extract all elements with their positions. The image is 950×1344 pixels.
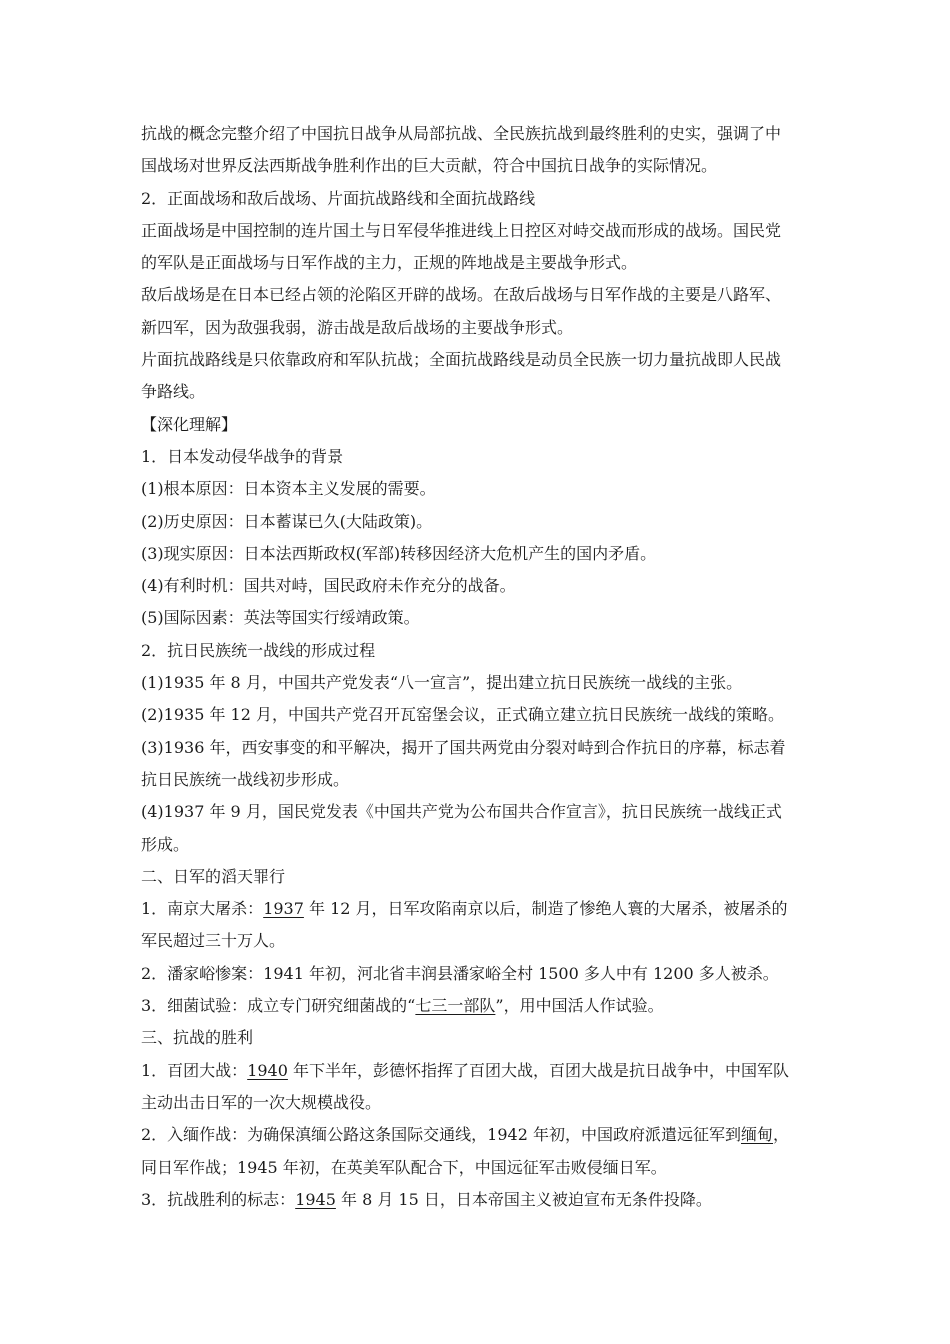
text-run: (3)1936 年，西安事变的和平解决，揭开了国共两党由分裂对峙到合作抗日的序幕，标志着 (141, 737, 786, 757)
text-run: 2．潘家峪惨案：1941 年初，河北省丰润县潘家峪全村 1500 多人中有 1200 多人被杀。 (141, 963, 779, 983)
list-item (141, 764, 821, 796)
list-item (141, 602, 821, 634)
fill-in-answer: 1940 (247, 1060, 288, 1080)
text-run: 3．抗战胜利的标志： (141, 1189, 296, 1209)
fill-in-answer: 1937 (263, 899, 304, 919)
text-run: (2)1935 年 12 月，中国共产党召开瓦窑堡会议，正式确立建立抗日民族统一战线的策略。 (141, 705, 785, 725)
text-line (141, 312, 821, 344)
text-line (141, 344, 821, 376)
list-item (141, 796, 821, 828)
text-run: ”，用中国活人作试验。 (495, 996, 664, 1016)
text-run: 片面抗战路线是只依靠政府和军队抗战；全面抗战路线是动员全民族一切力量抗战即人民战 (141, 350, 782, 370)
text-run: (3)现实原因：日本法西斯政权(军部)转移因经济大危机产生的国内矛盾。 (141, 543, 657, 563)
section-heading (141, 1022, 821, 1054)
document-body (141, 118, 821, 1216)
list-item (141, 506, 821, 538)
text-run: (4)有利时机：国共对峙，国民政府未作充分的战备。 (141, 576, 516, 596)
text-run: 二、日军的滔天罪行 (141, 866, 286, 886)
text-run: ， (773, 1125, 790, 1145)
text-line (141, 376, 821, 408)
text-run: 年 8 月 15 日，日本帝国主义被迫宣布无条件投降。 (335, 1189, 712, 1209)
section-heading (141, 441, 821, 473)
text-run: 3．细菌试验：成立专门研究细菌战的“ (141, 996, 416, 1016)
text-line (141, 247, 821, 279)
list-item (141, 538, 821, 570)
list-item (141, 699, 821, 731)
section-heading (141, 861, 821, 893)
list-item (141, 1055, 821, 1087)
text-line (141, 118, 821, 150)
text-run: 1．百团大战： (141, 1060, 248, 1080)
text-run: 的军队是正面战场与日军作战的主力，正规的阵地战是主要战争形式。 (141, 253, 638, 273)
list-item (141, 990, 821, 1022)
text-run: 敌后战场是在日本已经占领的沦陷区开辟的战场。在敌后战场与日军作战的主要是八路军、 (141, 285, 782, 305)
list-item (141, 1184, 821, 1216)
section-heading (141, 409, 821, 441)
text-run: 正面战场是中国控制的连片国土与日军侵华推进线上日控区对峙交战而形成的战场。国民党 (141, 220, 782, 240)
list-item (141, 958, 821, 990)
text-line (141, 215, 821, 247)
text-line (141, 150, 821, 182)
list-item (141, 667, 821, 699)
text-run: 同日军作战；1945 年初，在英美军队配合下，中国远征军击败侵缅日军。 (141, 1157, 667, 1177)
fill-in-answer: 缅甸 (741, 1125, 774, 1145)
text-run: 2．正面战场和敌后战场、片面抗战路线和全面抗战路线 (141, 188, 536, 208)
list-item (141, 1119, 821, 1151)
list-item (141, 732, 821, 764)
text-line (141, 279, 821, 311)
text-run: 2．入缅作战：为确保滇缅公路这条国际交通线，1942 年初，中国政府派遣远征军到 (141, 1125, 741, 1145)
text-run: (1)根本原因：日本资本主义发展的需要。 (141, 479, 436, 499)
text-run: (5)国际因素：英法等国实行绥靖政策。 (141, 608, 420, 628)
text-run: 新四军，因为敌强我弱，游击战是敌后战场的主要战争形式。 (141, 317, 574, 337)
text-run: 1．日本发动侵华战争的背景 (141, 446, 344, 466)
list-item (141, 893, 821, 925)
text-run: (2)历史原因：日本蓄谋已久(大陆政策)。 (141, 511, 433, 531)
section-heading (141, 635, 821, 667)
text-run: (1)1935 年 8 月，中国共产党发表“八一宣言”，提出建立抗日民族统一战线的主张。 (141, 673, 743, 693)
text-run: 主动出击日军的一次大规模战役。 (141, 1092, 382, 1112)
list-item (141, 925, 821, 957)
text-run: 争路线。 (141, 382, 206, 402)
section-heading (141, 183, 821, 215)
text-run: 年下半年，彭德怀指挥了百团大战，百团大战是抗日战争中，中国军队 (287, 1060, 789, 1080)
text-run: 抗日民族统一战线初步形成。 (141, 769, 350, 789)
text-run: 1．南京大屠杀： (141, 899, 264, 919)
text-run: 抗战的概念完整介绍了中国抗日战争从局部抗战、全民族抗战到最终胜利的史实，强调了中 (141, 124, 782, 143)
text-run: 2．抗日民族统一战线的形成过程 (141, 640, 376, 660)
text-run: 【深化理解】 (141, 414, 238, 434)
list-item (141, 570, 821, 602)
list-item (141, 1152, 821, 1184)
list-item (141, 1087, 821, 1119)
fill-in-answer: 1945 (295, 1189, 336, 1209)
text-run: (4)1937 年 9 月，国民党发表《中国共产党为公布国共合作宣言》，抗日民族统一战线正式 (141, 802, 782, 822)
list-item (141, 473, 821, 505)
text-run: 形成。 (141, 834, 190, 854)
list-item (141, 829, 821, 861)
text-run: 三、抗战的胜利 (141, 1028, 254, 1048)
text-run: 年 12 月，日军攻陷南京以后，制造了惨绝人寰的大屠杀，被屠杀的 (303, 899, 788, 919)
text-run: 国战场对世界反法西斯战争胜利作出的巨大贡献，符合中国抗日战争的实际情况。 (141, 156, 718, 176)
text-run: 军民超过三十万人。 (141, 931, 286, 951)
fill-in-answer: 七三一部队 (415, 996, 496, 1016)
